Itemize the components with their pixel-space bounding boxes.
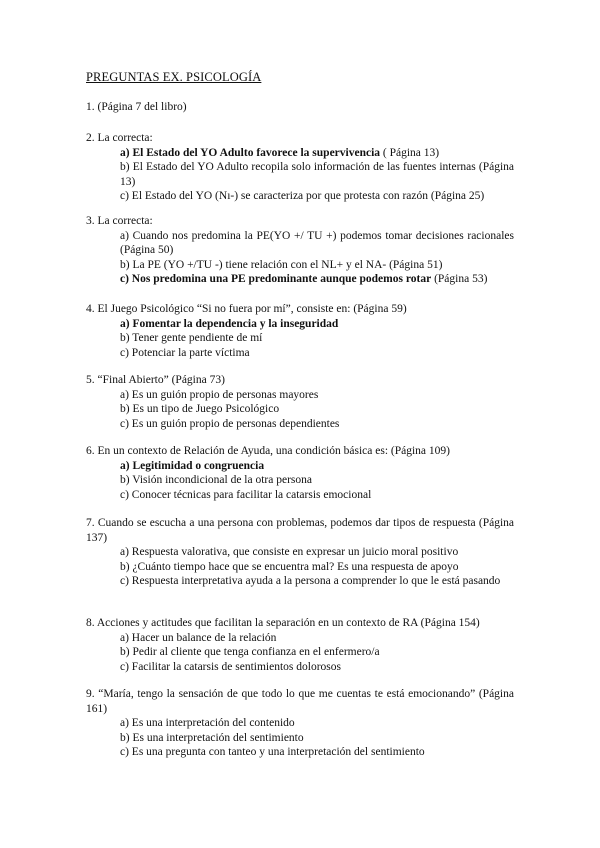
- answer-option-b: b) ¿Cuánto tiempo hace que se encuentra mal? Es una respuesta de apoyo: [120, 560, 459, 573]
- question-1: [86, 100, 514, 115]
- answer-option-a: a) Respuesta valorativa, que consiste en expresar un juicio moral positivo: [120, 546, 459, 558]
- question-8: [86, 616, 514, 674]
- answer-option-b: b) Es un tipo de Juego Psicológico: [120, 403, 280, 415]
- question-9: [86, 687, 514, 760]
- question-stem: 1. (Página 7 del libro): [86, 101, 187, 113]
- question-stem: 8. Acciones y actitudes que facilitan la separación en un contexto de RA (Página 154): [86, 617, 480, 629]
- answer-option-c: c) El Estado del YO (Nı-) se caracteriza por que protesta con razón (Página 25): [120, 190, 485, 202]
- answer-option-a: a) Hacer un balance de la relación: [120, 631, 277, 644]
- answer-option-a: a) Legitimidad o congruencia: [120, 459, 265, 472]
- answer-option-a: a) Es un guión propio de personas mayores: [120, 388, 319, 401]
- question-stem: 6. En un contexto de Relación de Ayuda, una condición básica es: (Página 109): [86, 445, 450, 457]
- answer-option-b: b) Pedir al cliente que tenga confianza en el enfermero/a: [120, 646, 380, 658]
- answer-option-c: c) Es un guión propio de personas dependientes: [120, 417, 340, 430]
- answer-option-c: c) Conocer técnicas para facilitar la catarsis emocional: [120, 488, 372, 501]
- question-stem: 2. La correcta:: [86, 132, 153, 144]
- answer-option-c: c) Es una pregunta con tanteo y una interpretación del sentimiento: [120, 746, 425, 758]
- correct-answer-text: a) El Estado del YO Adulto favorece la supervivencia: [120, 146, 381, 159]
- answer-option-c: c) Respuesta interpretativa ayuda a la persona a comprender lo que le está pasando: [120, 575, 501, 587]
- correct-answer-text: c) Nos predomina una PE predominante aunque podemos rotar: [120, 273, 432, 285]
- answer-option-b: b) La PE (YO +/TU -) tiene relación con el NL+ y el NA- (Página 51): [120, 258, 443, 271]
- answer-option-a: a) Es una interpretación del contenido: [120, 717, 295, 729]
- page-reference: (Página 53): [431, 273, 488, 285]
- answer-option-a: a) Cuando nos predomina la PE(YO +/ TU +) podemos tomar decisiones racionales (Página 50): [120, 229, 514, 256]
- question-4: [86, 302, 514, 360]
- answer-option-b: b) Tener gente pendiente de mí: [120, 332, 263, 344]
- answer-option-a: a) Fomentar la dependencia y la inseguridad: [120, 317, 339, 330]
- answer-option-a: [120, 146, 514, 161]
- question-stem: 7. Cuando se escucha a una persona con problemas, podemos dar tipos de respuesta (Página 137): [86, 517, 514, 544]
- answer-option-c: c) Facilitar la catarsis de sentimientos dolorosos: [120, 660, 341, 673]
- question-stem: 9. “María, tengo la sensación de que todo lo que me cuentas te está emocionando” (Página 161): [86, 688, 514, 715]
- question-stem: 3. La correcta:: [86, 215, 153, 227]
- page-reference: ( Página 13): [380, 146, 440, 159]
- question-7: [86, 516, 514, 589]
- question-2: [86, 131, 514, 204]
- answer-option-b: b) Visión incondicional de la otra persona: [120, 474, 312, 486]
- answer-option-c: c) Potenciar la parte víctima: [120, 346, 250, 359]
- answer-option-b: b) El Estado del YO Adulto recopila solo información de las fuentes internas (Página 13): [120, 161, 514, 188]
- question-stem: 5. “Final Abierto” (Página 73): [86, 374, 225, 386]
- question-6: [86, 444, 514, 502]
- question-5: [86, 373, 514, 431]
- answer-option-c: [120, 272, 514, 287]
- question-stem: 4. El Juego Psicológico “Si no fuera por mí”, consiste en: (Página 59): [86, 303, 407, 315]
- answer-option-b: b) Es una interpretación del sentimiento: [120, 731, 304, 744]
- document-title: PREGUNTAS EX. PSICOLOGÍA: [86, 70, 262, 84]
- question-3: [86, 214, 514, 287]
